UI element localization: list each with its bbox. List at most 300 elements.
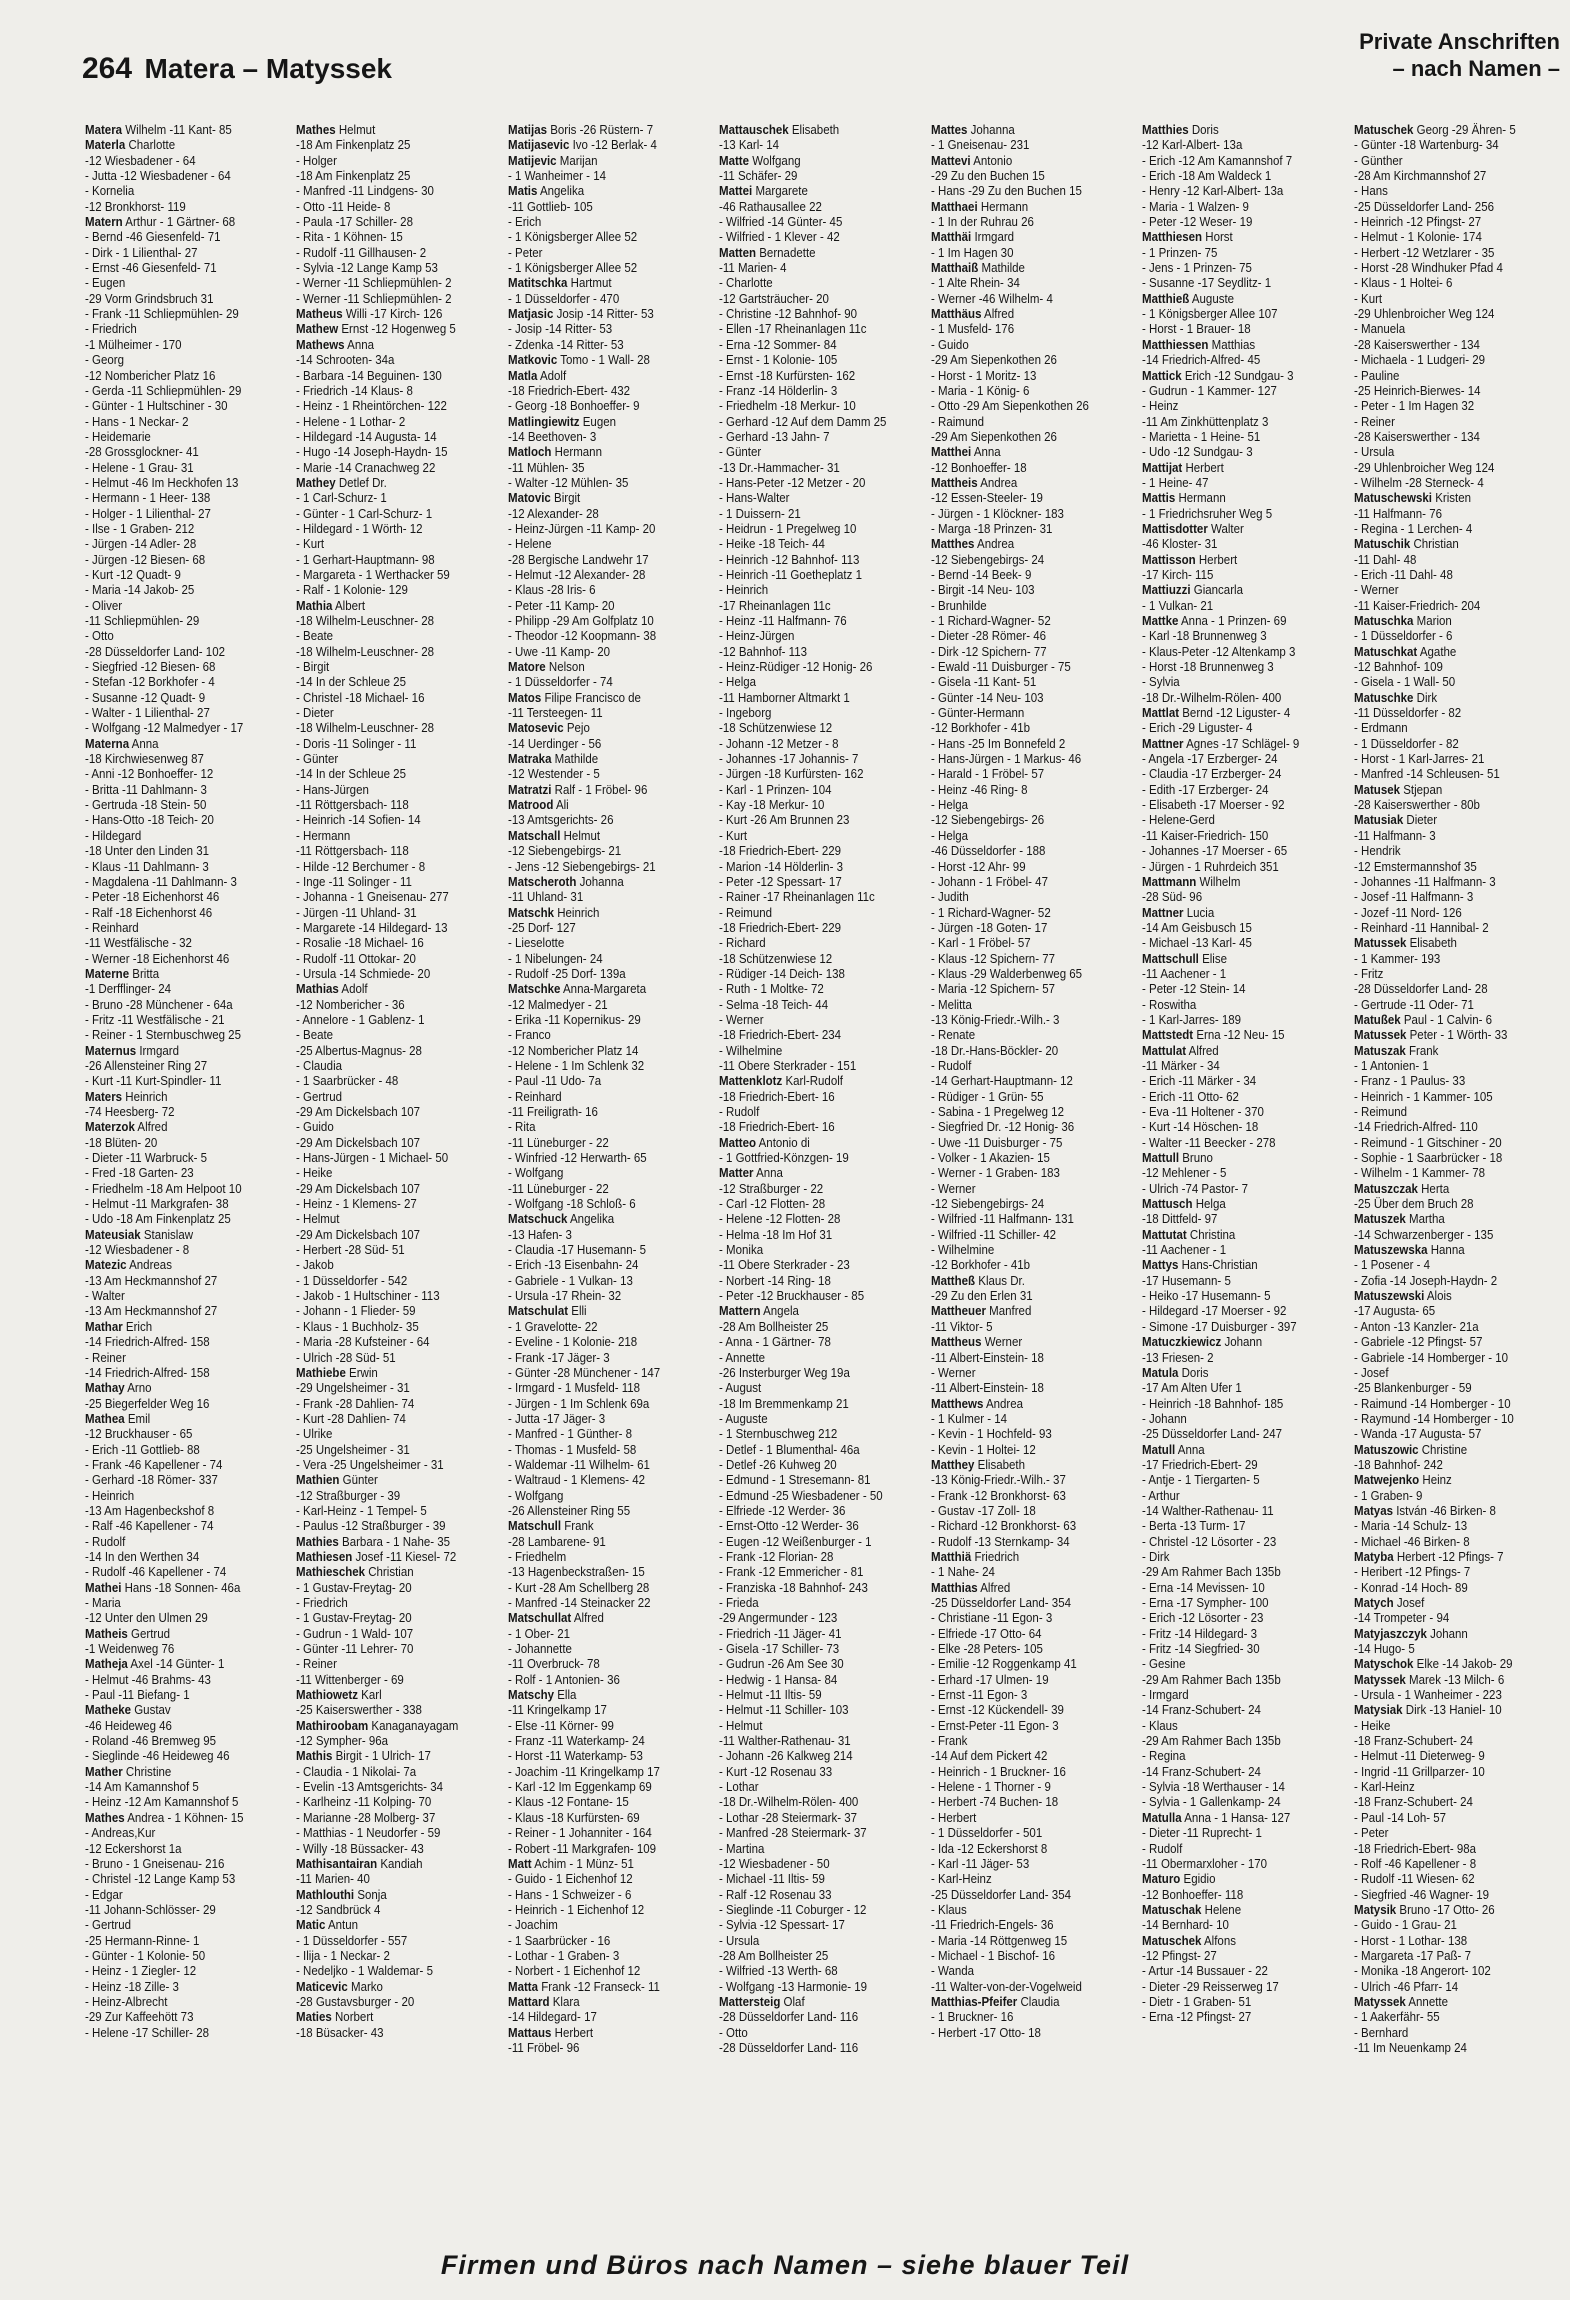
directory-entry: [931, 200, 1124, 215]
directory-entry: [508, 1949, 701, 1964]
directory-entry: [296, 1228, 489, 1243]
entry-details: Auguste: [1191, 291, 1235, 306]
directory-entry: [931, 1059, 1124, 1074]
directory-entry: [296, 906, 489, 921]
directory-entry: [1142, 1888, 1335, 1903]
entry-details: Walter: [1211, 521, 1244, 536]
entry-details: - Guido - 1 Eichenhof 12: [507, 1872, 633, 1887]
entry-details: - 1 Düsseldorfer - 470: [507, 291, 620, 306]
entry-details: Josef -11 Kiesel- 72: [355, 1549, 457, 1564]
entry-surname: Matulla: [1142, 1810, 1182, 1825]
entry-details: -11 Halfmann- 3: [1353, 828, 1436, 843]
directory-entry: [296, 875, 489, 890]
entry-details: - Helmut -11 Schiller- 103: [719, 1703, 849, 1718]
entry-details: - Christine -12 Bahnhof- 90: [719, 307, 858, 322]
directory-entry: [85, 322, 278, 337]
directory-entry: [85, 1535, 278, 1550]
entry-details: - Helmut -11 Dieterweg- 9: [1353, 1749, 1485, 1764]
directory-entry: [931, 1443, 1124, 1458]
directory-entry: [1142, 1980, 1335, 1995]
entry-details: - Michaela - 1 Ludgeri- 29: [1353, 353, 1485, 368]
entry-surname: Matussek: [1353, 1028, 1406, 1043]
entry-details: - Horst -28 Windhuker Pfad 4: [1353, 261, 1503, 276]
directory-entry: [1354, 599, 1547, 614]
entry-details: - Rita: [507, 1120, 536, 1135]
entry-details: - 1 Vulkan- 21: [1142, 598, 1214, 613]
entry-details: Emil: [127, 1411, 151, 1426]
entry-details: - Hans-Jürgen - 1 Michael- 50: [296, 1151, 449, 1166]
directory-entry: [85, 1826, 278, 1841]
directory-entry: [719, 1581, 912, 1596]
directory-entry: [296, 184, 489, 199]
directory-entry: [508, 783, 701, 798]
entry-details: - Hans: [1353, 184, 1388, 199]
directory-entry: [1142, 399, 1335, 414]
entry-details: - 1 Richard-Wagner- 52: [930, 614, 1051, 628]
directory-entry: [296, 1197, 489, 1212]
entry-details: - Jürgen -18 Goten- 17: [930, 920, 1048, 935]
entry-details: - Rüdiger -14 Deich- 138: [719, 966, 846, 981]
directory-entry: [1354, 445, 1547, 460]
directory-entry: [1354, 1719, 1547, 1734]
directory-entry: [508, 1627, 701, 1642]
directory-entry: [1142, 307, 1335, 322]
directory-entry: [1142, 507, 1335, 522]
directory-entry: [85, 1197, 278, 1212]
entry-details: - Günter -28 Münchener - 147: [507, 1365, 660, 1380]
entry-details: -11 Friedrich-Engels- 36: [930, 1918, 1054, 1933]
entry-details: - Kurt: [719, 828, 748, 843]
entry-details: Hans-Christian: [1181, 1258, 1258, 1273]
entry-details: Horst: [1205, 230, 1233, 245]
directory-entry: [1142, 1044, 1335, 1059]
directory-entry: [931, 767, 1124, 782]
directory-entry: [296, 169, 489, 184]
entry-surname: Mattick: [1142, 368, 1182, 383]
entry-surname: Matthäus: [930, 307, 982, 322]
directory-entry: [931, 1351, 1124, 1366]
directory-entry: [296, 1550, 489, 1565]
directory-entry: [1142, 813, 1335, 828]
entry-details: - Monika -18 Angerort- 102: [1353, 1964, 1491, 1979]
directory-entry: [1354, 568, 1547, 583]
directory-entry: [508, 1596, 701, 1611]
entry-details: - Kevin - 1 Holtei- 12: [930, 1442, 1036, 1457]
directory-entry: [296, 1243, 489, 1258]
entry-details: - Wanda -17 Augusta- 57: [1353, 1427, 1481, 1442]
directory-entry: [85, 1182, 278, 1197]
directory-entry: [1354, 123, 1547, 138]
directory-entry: [1354, 936, 1547, 951]
entry-details: Charlotte: [128, 138, 176, 153]
entry-details: - Inge -11 Solinger - 11: [296, 874, 413, 889]
entry-details: - Claudia - 1 Nikolai- 7a: [296, 1764, 417, 1779]
directory-entry: [85, 1443, 278, 1458]
entry-details: - Ralf -18 Eichenhorst 46: [85, 905, 213, 920]
directory-entry: [719, 1182, 912, 1197]
entry-details: -11 Uhland- 31: [507, 890, 584, 905]
entry-surname: Matthei: [930, 445, 971, 460]
entry-details: - Günter: [719, 445, 762, 460]
entry-details: -29 Zur Kaffeehött 73: [85, 2010, 194, 2025]
entry-details: - Heinrich -18 Bahnhof- 185: [1142, 1396, 1284, 1411]
entry-surname: Mathien: [296, 1473, 340, 1488]
entry-details: Andrea - 1 Köhnen- 15: [127, 1810, 244, 1825]
entry-details: -28 Am Kirchmannshof 27: [1353, 169, 1486, 184]
entry-details: - Waltraud - 1 Klemens- 42: [507, 1473, 645, 1488]
directory-entry: [719, 215, 912, 230]
entry-details: - Evelin -13 Amtsgerichts- 34: [296, 1780, 444, 1795]
directory-entry: [85, 1228, 278, 1243]
directory-entry: [1142, 1258, 1335, 1273]
directory-entry: [1354, 875, 1547, 890]
entry-details: - Helene: [507, 537, 552, 552]
entry-details: -18 Franz-Schubert- 24: [1353, 1795, 1473, 1810]
entry-details: - Sylvia -12 Lange Kamp 53: [296, 261, 439, 276]
entry-surname: Matic: [296, 1918, 326, 1933]
directory-entry: [296, 1581, 489, 1596]
directory-entry: [85, 1642, 278, 1657]
section-heading-line1: Private Anschriften: [1359, 29, 1560, 54]
directory-entry: [1354, 537, 1547, 552]
entry-details: - Vera -25 Ungelsheimer - 31: [296, 1457, 445, 1472]
directory-entry: [1142, 553, 1335, 568]
directory-entry: [1354, 1535, 1547, 1550]
directory-entry: [719, 353, 912, 368]
entry-details: -25 Kaiserswerther - 338: [296, 1703, 423, 1718]
directory-entry: [508, 1857, 701, 1872]
directory-entry: [85, 276, 278, 291]
directory-entry: [296, 2010, 489, 2025]
directory-entry: [1354, 522, 1547, 537]
directory-entry: [931, 1044, 1124, 1059]
entry-surname: Mattmann: [1142, 874, 1197, 889]
entry-details: Andreas: [129, 1258, 172, 1273]
entry-details: - Claudia -17 Husemann- 5: [507, 1243, 646, 1258]
directory-entry: [1354, 230, 1547, 245]
entry-details: - Elfriede -17 Otto- 64: [930, 1626, 1042, 1641]
entry-details: Marko: [351, 1979, 384, 1994]
directory-entry: [296, 629, 489, 644]
directory-entry: [85, 1320, 278, 1335]
entry-details: Willi -17 Kirch- 126: [346, 307, 443, 322]
directory-entry: [1354, 860, 1547, 875]
directory-entry: [1142, 1903, 1335, 1918]
directory-entry: [719, 1028, 912, 1043]
entry-details: - Heinz-Jürgen -11 Kamp- 20: [507, 521, 656, 536]
directory-entry: [719, 1351, 912, 1366]
entry-details: Ralf - 1 Fröbel- 96: [554, 782, 648, 797]
directory-entry: [85, 415, 278, 430]
directory-entry: [1142, 798, 1335, 813]
entry-details: -28 Düsseldorfer Land- 28: [1353, 982, 1488, 997]
directory-entry: [1354, 1504, 1547, 1519]
directory-entry: [508, 1565, 701, 1580]
entry-surname: Matwejenko: [1353, 1473, 1419, 1488]
entry-details: - Sieglinde -11 Coburger - 12: [719, 1902, 867, 1917]
entry-details: -11 Fröbel- 96: [507, 2040, 580, 2055]
directory-entry: [85, 1734, 278, 1749]
entry-details: -28 Am Bollheister 25: [719, 1319, 829, 1334]
entry-details: Margarete: [755, 184, 809, 199]
entry-details: - Marietta - 1 Heine- 51: [1142, 429, 1261, 444]
directory-entry: [1354, 322, 1547, 337]
directory-entry: [1354, 1105, 1547, 1120]
entry-surname: Matijevic: [507, 153, 557, 168]
entry-details: - Franz -11 Waterkamp- 24: [507, 1734, 645, 1749]
directory-entry: [931, 230, 1124, 245]
entry-details: Axel -14 Günter- 1: [130, 1657, 225, 1672]
directory-entry: [296, 645, 489, 660]
entry-details: Adolf: [539, 368, 567, 383]
entry-details: - Heidemarie: [85, 429, 151, 444]
directory-entry: [85, 2010, 278, 2025]
entry-surname: Matyssek: [1353, 1672, 1406, 1687]
directory-entry: [931, 1212, 1124, 1227]
entry-details: - Siegfried -46 Wagner- 19: [1353, 1887, 1489, 1902]
entry-details: - 1 Königsberger Allee 52: [507, 261, 637, 276]
directory-entry: [931, 276, 1124, 291]
directory-entry: [296, 307, 489, 322]
entry-details: - Jürgen -18 Kurfürsten- 162: [719, 767, 864, 782]
directory-entry: [1142, 1427, 1335, 1442]
entry-surname: Matuschik: [1353, 537, 1410, 552]
entry-surname: Mattys: [1142, 1258, 1179, 1273]
entry-details: - Fritz: [1353, 966, 1383, 981]
directory-entry: [931, 476, 1124, 491]
directory-entry: [296, 1535, 489, 1550]
entry-details: - Emilie -12 Roggenkamp 41: [930, 1657, 1077, 1672]
directory-entry: [85, 1780, 278, 1795]
directory-entry: [719, 1105, 912, 1120]
entry-details: - Dieter -11 Warbruck- 5: [85, 1151, 208, 1166]
entry-details: - 1 Gneisenau- 231: [930, 138, 1030, 153]
entry-details: - Paul -14 Loh- 57: [1353, 1810, 1446, 1825]
directory-entry: [508, 1550, 701, 1565]
entry-details: -13 Am Heckmannshof 27: [85, 1304, 218, 1319]
directory-entry: [85, 829, 278, 844]
entry-details: -28 Kaiserswerther - 134: [1353, 337, 1480, 352]
entry-details: - Jürgen -14 Adler- 28: [85, 537, 197, 552]
entry-details: - Ulrike: [296, 1427, 333, 1442]
entry-details: - Wilhelmine: [930, 1243, 994, 1258]
entry-details: Elke -14 Jakob- 29: [1416, 1657, 1513, 1672]
directory-entry: [931, 491, 1124, 506]
directory-entry: [296, 1258, 489, 1273]
directory-entry: [1142, 1366, 1335, 1381]
entry-details: - Willy -18 Büssacker- 43: [296, 1841, 425, 1856]
entry-details: -11 Johann-Schlösser- 29: [85, 1902, 216, 1917]
entry-details: - Herbert -12 Wetzlarer - 35: [1353, 245, 1494, 260]
entry-details: - Johannes -11 Halfmann- 3: [1353, 874, 1496, 889]
entry-details: - Raymund -14 Homberger - 10: [1353, 1411, 1514, 1426]
entry-surname: Matheis: [85, 1626, 128, 1641]
entry-details: - Pauline: [1353, 368, 1399, 383]
entry-details: -12 Alexander- 28: [507, 506, 599, 521]
entry-details: - Werner -18 Eichenhorst 46: [85, 951, 230, 966]
entry-surname: Mattei: [719, 184, 753, 199]
directory-entry: [931, 860, 1124, 875]
entry-surname: Matuschak: [1142, 1902, 1202, 1917]
entry-surname: Matthaiß: [930, 261, 978, 276]
entry-details: -28 Grossglockner- 41: [85, 445, 199, 460]
directory-entry: [719, 1412, 912, 1427]
directory-entry: [1142, 1243, 1335, 1258]
directory-entry: [931, 1642, 1124, 1657]
entry-details: - Reiner - 1 Johanniter - 164: [507, 1826, 652, 1841]
entry-details: - Josip -14 Ritter- 53: [507, 322, 613, 337]
entry-details: -29 Ungelsheimer - 31: [296, 1381, 411, 1396]
entry-surname: Mattulat: [1142, 1043, 1187, 1058]
directory-entry: [931, 246, 1124, 261]
directory-entry: [296, 553, 489, 568]
directory-entry: [719, 2010, 912, 2025]
entry-details: - Heinz-Albrecht: [85, 1994, 168, 2009]
entry-details: - Helmut: [296, 1212, 340, 1227]
entry-details: -14 Trompeter - 94: [1353, 1611, 1449, 1626]
directory-entry: [1142, 568, 1335, 583]
entry-details: - Dieter -11 Ruprecht- 1: [1142, 1826, 1263, 1841]
directory-entry: [296, 1703, 489, 1718]
entry-details: - Karl - 1 Fröbel- 57: [930, 936, 1031, 951]
directory-entry: [85, 261, 278, 276]
directory-entry: [1142, 1028, 1335, 1043]
directory-entry: [296, 967, 489, 982]
entry-details: - Ursula - 1 Wanheimer - 223: [1353, 1688, 1502, 1703]
entry-surname: Mathias: [296, 982, 340, 997]
directory-entry: [719, 1765, 912, 1780]
entry-details: - Ernst -11 Egon- 3: [930, 1688, 1027, 1703]
directory-entry: [508, 1519, 701, 1534]
entry-details: -25 Über dem Bruch 28: [1353, 1197, 1474, 1212]
directory-entry: [1142, 1596, 1335, 1611]
directory-entry: [719, 1197, 912, 1212]
directory-entry: [931, 1197, 1124, 1212]
entry-surname: Matheja: [85, 1657, 128, 1672]
entry-details: - Helmut -12 Alexander- 28: [507, 567, 646, 582]
directory-entry: [508, 982, 701, 997]
directory-entry: [508, 1842, 701, 1857]
entry-details: Arno: [127, 1381, 152, 1396]
entry-details: - Hendrik: [1353, 844, 1401, 859]
entry-details: -14 Walther-Rathenau- 11: [1142, 1503, 1274, 1518]
directory-entry: [1142, 1995, 1335, 2010]
entry-details: - Heike: [296, 1166, 333, 1181]
entry-surname: Maties: [296, 2010, 333, 2025]
directory-entry: [931, 967, 1124, 982]
directory-entry: [85, 1013, 278, 1028]
entry-details: - Erich -11 Gottlieb- 88: [85, 1442, 200, 1457]
directory-entry: [719, 553, 912, 568]
directory-entry: [1142, 1780, 1335, 1795]
directory-entry: [719, 1872, 912, 1887]
entry-details: -18 Dittfeld- 97: [1142, 1212, 1218, 1227]
entry-details: -18 Friedrich-Ebert- 98a: [1353, 1841, 1476, 1856]
entry-details: Nelson: [548, 660, 585, 675]
directory-entry: [1354, 906, 1547, 921]
entry-details: - Anni -12 Bonhoeffer- 12: [85, 767, 214, 782]
directory-entry: [1142, 936, 1335, 951]
entry-surname: Matthieß: [1142, 291, 1190, 306]
entry-details: - Walter - 1 Lilienthal- 27: [85, 706, 210, 721]
entry-details: - Klaus -28 Iris- 6: [507, 583, 596, 598]
directory-entry: [1142, 844, 1335, 859]
entry-surname: Mattschull: [1142, 951, 1199, 966]
directory-entry: [85, 1903, 278, 1918]
entry-details: - Rudolf: [1142, 1841, 1183, 1856]
directory-entry: [508, 322, 701, 337]
directory-entry: [508, 1765, 701, 1780]
directory-entry: [85, 1166, 278, 1181]
directory-entry: [1354, 1351, 1547, 1366]
entry-details: - Franco: [507, 1028, 551, 1043]
directory-entry: [508, 568, 701, 583]
entry-details: - Hermann - 1 Heer- 138: [85, 491, 211, 506]
directory-entry: [931, 675, 1124, 690]
directory-entry: [1354, 476, 1547, 491]
entry-details: - Christiane -11 Egon- 3: [930, 1611, 1052, 1626]
directory-entry: [508, 553, 701, 568]
directory-entry: [85, 307, 278, 322]
entry-details: Andrea: [985, 1396, 1023, 1411]
directory-entry: [1354, 1673, 1547, 1688]
entry-details: - Manfred -14 Steinacker 22: [507, 1596, 651, 1610]
directory-entry: [296, 1289, 489, 1304]
directory-entry: [1354, 1565, 1547, 1580]
entry-surname: Materne: [85, 966, 130, 981]
directory-entry: [1142, 537, 1335, 552]
directory-entry: [931, 1550, 1124, 1565]
entry-details: -46 Rathausallee 22: [719, 199, 823, 214]
entry-surname: Mattaus: [507, 2025, 552, 2040]
entry-details: -12 Siebengebirgs- 24: [930, 1197, 1044, 1212]
directory-entry: [508, 1688, 701, 1703]
directory-entry: [931, 645, 1124, 660]
directory-entry: [508, 1734, 701, 1749]
entry-details: - Friedhelm -18 Merkur- 10: [719, 399, 857, 414]
entry-surname: Mathew: [296, 322, 339, 337]
entry-surname: Matuschek: [1353, 123, 1413, 137]
entry-details: Lucia: [1186, 905, 1215, 920]
entry-details: - Britta -11 Dahlmann- 3: [85, 782, 207, 797]
entry-details: -17 Friedrich-Ebert- 29: [1142, 1457, 1258, 1472]
entry-details: Kandiah: [380, 1856, 423, 1871]
directory-entry: [85, 1964, 278, 1979]
entry-details: - Kurt -28 Dahlien- 74: [296, 1411, 407, 1426]
entry-details: - Brunhilde: [930, 598, 987, 613]
directory-entry: [508, 1105, 701, 1120]
directory-entry: [1142, 1964, 1335, 1979]
entry-details: Pejo: [566, 721, 590, 736]
directory-entry: [719, 875, 912, 890]
directory-entry: [719, 261, 912, 276]
directory-entry: [931, 1519, 1124, 1534]
entry-details: - Ulrich -74 Pastor- 7: [1142, 1181, 1249, 1196]
directory-entry: [1354, 384, 1547, 399]
entry-details: - Roswitha: [1142, 997, 1197, 1012]
entry-details: - Maria -12 Spichern- 57: [930, 982, 1055, 997]
entry-details: Antonio di: [758, 1135, 811, 1150]
directory-entry: [508, 1397, 701, 1412]
directory-entry: [931, 599, 1124, 614]
entry-details: -11 Aachener - 1: [1142, 1243, 1227, 1258]
directory-entry: [1354, 1228, 1547, 1243]
directory-entry: [931, 1719, 1124, 1734]
entry-details: - Helene - 1 Im Schlenk 32: [507, 1058, 645, 1073]
directory-entry: [508, 261, 701, 276]
entry-details: -25 Düsseldorfer Land- 256: [1353, 199, 1494, 214]
entry-details: -46 Heideweg 46: [85, 1718, 172, 1733]
